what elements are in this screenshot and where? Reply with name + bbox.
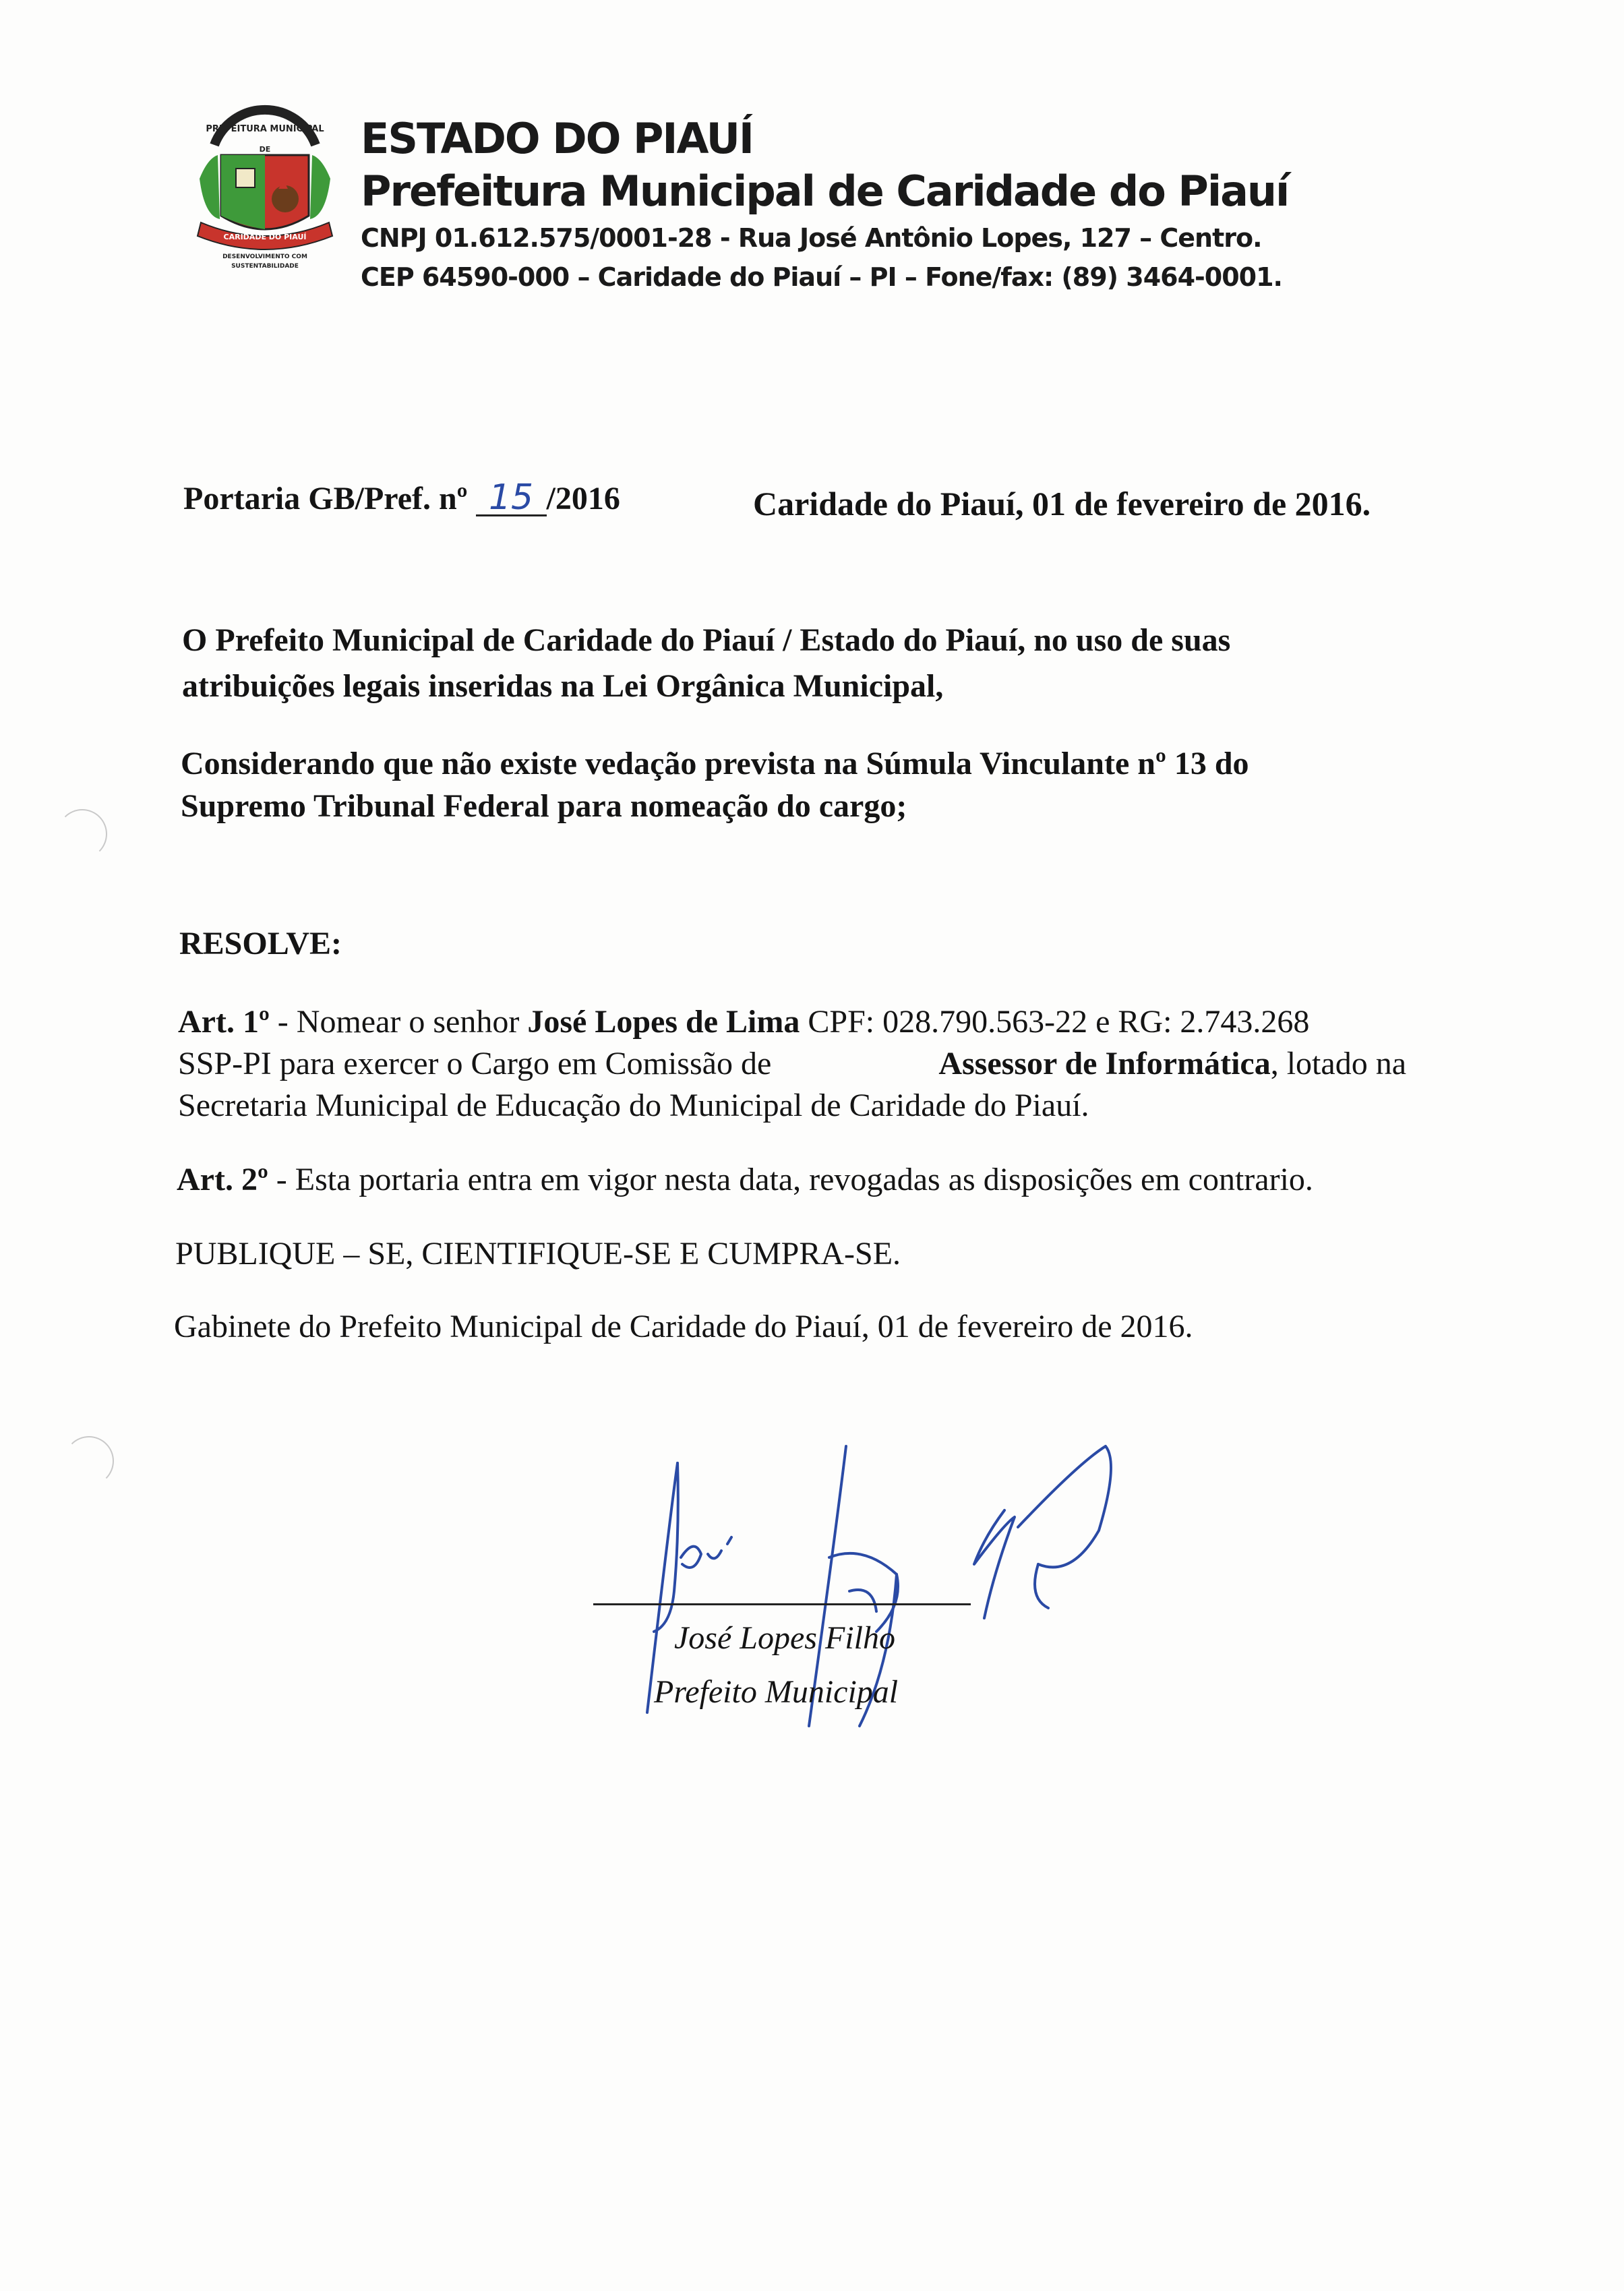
closing-line: Gabinete do Prefeito Municipal de Caridade do Piauí, 01 de fevereiro de 2016. — [174, 1309, 1193, 1344]
considering-line2: Supremo Tribunal Federal para nomeação do cargo; — [181, 788, 907, 824]
article-1-text-a: - Nomear o senhor — [269, 1004, 528, 1040]
municipal-coat-of-arms — [187, 105, 342, 273]
article-1-line2-a: SSP-PI para exercer o Cargo em Comissão de — [178, 1046, 772, 1081]
preamble-line1: O Prefeito Municipal de Caridade do Piauí / Estado do Piauí, no uso de suas — [182, 622, 1231, 658]
article-1-label: Art. 1º — [178, 1004, 270, 1040]
publique-line: PUBLIQUE – SE, CIENTIFIQUE-SE E CUMPRA-SE. — [175, 1236, 901, 1272]
preamble-line2: atribuições legais inseridas na Lei Orgânica Municipal, — [182, 668, 944, 704]
resolve-heading: RESOLVE: — [179, 926, 342, 961]
article-1-text-b: CPF: 028.790.563-22 e RG: 2.743.268 — [800, 1004, 1310, 1040]
svg-text:DESENVOLVIMENTO COM: DESENVOLVIMENTO COM — [222, 254, 307, 260]
article-2-label: Art. 2º — [177, 1162, 268, 1197]
svg-text:SUSTENTABILIDADE: SUSTENTABILIDADE — [231, 263, 299, 270]
punch-hole-mark — [64, 1436, 114, 1486]
header-address-line1: CNPJ 01.612.575/0001-28 - Rua José Antônio Lopes, 127 – Centro. — [361, 223, 1262, 253]
letterhead — [361, 113, 1507, 297]
header-address-line2: CEP 64590-000 – Caridade do Piauí – PI – Fone/fax: (89) 3464-0001. — [361, 262, 1282, 292]
portaria-suffix: /2016 — [546, 481, 620, 516]
header-prefecture: Prefeitura Municipal de Caridade do Piauí — [361, 167, 1289, 216]
signer-name: José Lopes Filho — [674, 1620, 895, 1656]
signature-line — [593, 1603, 971, 1605]
article-1-line1 — [178, 1003, 1406, 1040]
article-2 — [177, 1161, 1313, 1198]
punch-hole-mark — [57, 809, 107, 859]
article-1-line3: Secretaria Municipal de Educação do Municipal de Caridade do Piauí. — [178, 1088, 1089, 1123]
appointee-name: José Lopes de Lima — [527, 1004, 800, 1040]
article-1-line2 — [178, 1045, 1406, 1082]
svg-text:PREFEITURA MUNICIPAL: PREFEITURA MUNICIPAL — [206, 124, 324, 134]
article-2-text: - Esta portaria entra em vigor nesta data, revogadas as disposições em contrario. — [268, 1162, 1313, 1197]
article-1-line2-b: , lotado na — [1270, 1046, 1406, 1081]
header-state: ESTADO DO PIAUÍ — [361, 114, 753, 163]
considering-line1: Considerando que não existe vedação prevista na Súmula Vinculante nº 13 do — [181, 746, 1249, 781]
appointee-role: Assessor de Informática — [938, 1046, 1271, 1081]
date-heading: Caridade do Piauí, 01 de fevereiro de 2016. — [753, 485, 1371, 523]
signer-role: Prefeito Municipal — [654, 1674, 899, 1710]
portaria-number-handwritten: 15 — [476, 481, 547, 516]
portaria-prefix: Portaria GB/Pref. nº — [183, 481, 468, 516]
svg-text:DE: DE — [259, 145, 271, 154]
svg-text:CARIDADE DO PIAUÍ: CARIDADE DO PIAUÍ — [223, 233, 307, 241]
portaria-number-line — [183, 477, 620, 518]
